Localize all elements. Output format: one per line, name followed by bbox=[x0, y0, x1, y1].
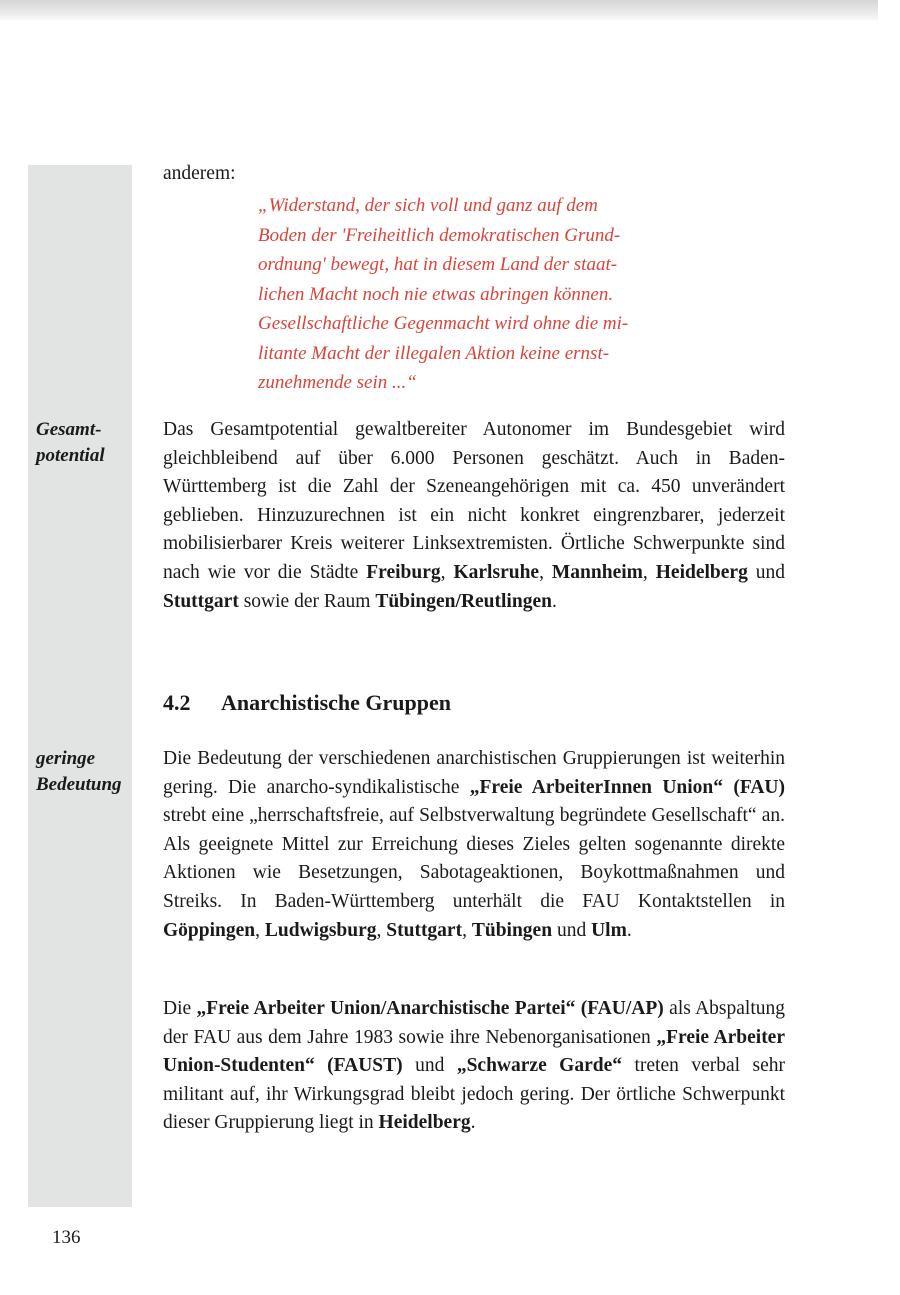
quote-line: Boden der 'Freiheitlich demokratischen Grund- bbox=[258, 224, 621, 246]
city-heidelberg: Heidelberg bbox=[655, 561, 748, 583]
text-run: Die bbox=[163, 998, 197, 1019]
quote-line: Gesellschaftliche Gegenmacht wird ohne die mi- bbox=[258, 313, 629, 334]
text-run: . bbox=[551, 590, 557, 612]
paragraph-fau-ap bbox=[163, 995, 785, 1138]
org-faust: „Freie Arbeiter Union-Studenten“ (FAUST) bbox=[163, 1026, 785, 1077]
text-run: und bbox=[747, 561, 786, 583]
city-mannheim: Mannheim bbox=[551, 561, 643, 583]
region-tuebingen-reutlingen: Tübingen/Reutlingen bbox=[375, 590, 552, 612]
text-run: , bbox=[376, 919, 387, 941]
section-title: Anarchistische Gruppen bbox=[221, 690, 452, 715]
quote-line: litante Macht der illegalen Aktion keine ernst- bbox=[258, 342, 610, 364]
org-fau: „Freie ArbeiterInnen Union“ (FAU) bbox=[469, 776, 785, 798]
org-schwarze-garde: „Schwarze Garde“ bbox=[456, 1055, 623, 1077]
text-run: treten verbal sehr militant auf, ihr Wirkungsgrad bleibt jedoch gering. Der örtliche Schwerpunkt dieser Gruppierung liegt in bbox=[163, 1055, 785, 1134]
block-quote bbox=[258, 191, 698, 398]
paragraph-fau bbox=[163, 745, 785, 945]
text-run: , bbox=[255, 919, 265, 941]
text-run: , bbox=[642, 561, 656, 583]
paragraph-gesamtpotential bbox=[163, 416, 785, 616]
scan-top-edge bbox=[0, 0, 878, 20]
margin-note-line: geringe bbox=[36, 748, 96, 769]
intro-text: anderem: bbox=[163, 163, 236, 184]
section-number: 4.2 bbox=[163, 690, 191, 715]
quote-line: zunehmende sein ...“ bbox=[258, 372, 417, 393]
text-run: . bbox=[626, 919, 632, 941]
text-run: Das Gesamtpotential gewaltbereiter Autonomer im Bundesgebiet wird gleichbleibend auf über 6.000 Personen geschätzt. Auch in Baden-Württemberg ist die Zahl der Szeneangehörigen mit ca. 450 unverändert geblieben. Hinzuzurechnen ist ein nicht konkret eingrenzbarer, jederzeit mobilisierbarer Kreis weiterer Linksextremisten. Örtliche Schwerpunkte sind nach wie vor die Städte bbox=[163, 419, 785, 583]
city-tuebingen: Tübingen bbox=[471, 919, 553, 941]
org-fau-ap: „Freie Arbeiter Union/Anarchistische Partei“ (FAU/AP) bbox=[196, 998, 664, 1019]
city-stuttgart: Stuttgart bbox=[386, 919, 463, 941]
text-run: , bbox=[462, 919, 472, 941]
city-freiburg: Freiburg bbox=[366, 561, 441, 583]
city-stuttgart: Stuttgart bbox=[163, 590, 239, 612]
text-run: . bbox=[470, 1112, 476, 1134]
city-heidelberg: Heidelberg bbox=[378, 1112, 471, 1134]
text-run: , bbox=[440, 561, 454, 583]
quote-line: ordnung' bewegt, hat in diesem Land der staat- bbox=[258, 254, 618, 275]
margin-note-line: Bedeutung bbox=[36, 774, 122, 795]
quote-line: lichen Macht noch nie etwas abringen können. bbox=[258, 283, 614, 305]
text-run: , bbox=[539, 561, 552, 583]
city-ulm: Ulm bbox=[591, 919, 627, 941]
text-run: Die Bedeutung der verschiedenen anarchistischen Gruppierungen ist weiterhin gering. Die anarcho-syndikalistische bbox=[163, 748, 785, 798]
text-run: strebt eine „herrschaftsfreie, auf Selbstverwaltung begründete Gesellschaft“ an. Als geeignete Mittel zur Erreichung dieses Zieles gelten sogenannte direkte Aktionen wie Besetzungen, Sabotageaktionen, Boykottmaßnahmen und Streiks. In Baden-Württemberg unterhält die FAU Kontaktstellen in bbox=[163, 805, 785, 912]
text-run: und bbox=[552, 919, 592, 941]
city-ludwigsburg: Ludwigsburg bbox=[264, 919, 377, 941]
margin-note-geringe-bedeutung bbox=[36, 746, 136, 798]
margin-note-line: potential bbox=[36, 445, 105, 466]
section-heading bbox=[163, 688, 451, 718]
page-number: 136 bbox=[52, 1227, 81, 1248]
quote-line: „Widerstand, der sich voll und ganz auf dem bbox=[258, 195, 598, 216]
city-karlsruhe: Karlsruhe bbox=[453, 561, 540, 583]
city-goeppingen: Göppingen bbox=[163, 919, 256, 941]
text-run: und bbox=[402, 1055, 457, 1077]
margin-note-gesamtpotential bbox=[36, 417, 136, 469]
text-run: sowie der Raum bbox=[238, 590, 376, 612]
margin-note-line: Gesamt- bbox=[36, 419, 102, 440]
margin-sidebar bbox=[28, 165, 132, 1207]
text-run: als Abspaltung der FAU aus dem Jahre 1983 sowie ihre Nebenorganisationen bbox=[163, 998, 786, 1048]
